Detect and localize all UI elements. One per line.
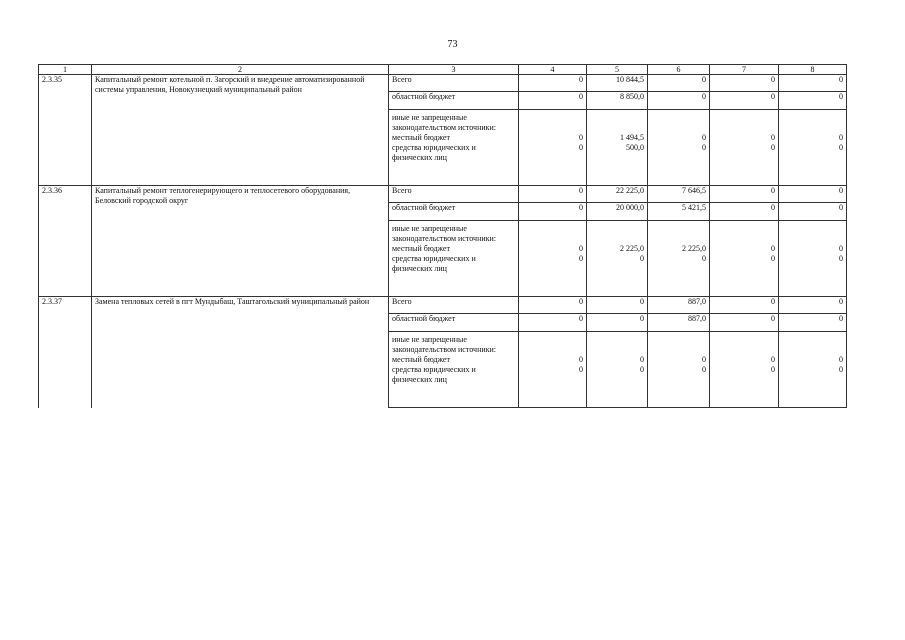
amount-cell: 0 [779,297,847,314]
item-name: Замена тепловых сетей в пгт Мундыбаш, Таштагольский муниципальный район [92,297,389,408]
amount-cell: 0 [710,143,779,186]
funding-source-label: Всего [389,186,519,203]
amount-cell: 0 [519,92,587,110]
funding-source-label: областной бюджет [389,92,519,110]
column-header: 4 [519,65,587,75]
amount-cell: 0 [587,254,648,297]
table-row [39,186,847,203]
amount-cell: 0 [648,365,710,408]
amount-cell: 0 [519,75,587,92]
item-code: 2.3.37 [39,297,92,408]
funding-source-label [389,332,519,366]
amount-cell: 0 [779,92,847,110]
amount-cell: 8 850,0 [587,92,648,110]
amount-cell: 0 [519,203,587,221]
amount-cell: 0 [779,75,847,92]
amount-cell: 0 [587,314,648,332]
amount-cell: 0 [519,110,587,144]
amount-cell: 0 [710,92,779,110]
amount-cell: 0 [779,254,847,297]
amount-cell: 500,0 [587,143,648,186]
amount-cell: 0 [519,297,587,314]
funding-source-label: средства юридических и физических лиц [389,365,519,408]
amount-cell: 0 [648,143,710,186]
column-header: 2 [92,65,389,75]
local-budget-label: местный бюджет [392,355,450,364]
amount-cell: 0 [710,221,779,255]
column-header: 8 [779,65,847,75]
amount-cell: 0 [779,203,847,221]
amount-cell: 0 [710,314,779,332]
other-sources-intro: иные не запрещенные законодательством источники: [392,224,497,243]
amount-cell: 10 844,5 [587,75,648,92]
amount-cell: 0 [710,365,779,408]
funding-source-label: средства юридических и физических лиц [389,143,519,186]
funding-source-label: Всего [389,297,519,314]
amount-cell: 0 [779,314,847,332]
amount-cell: 2 225,0 [587,221,648,255]
amount-cell: 0 [519,365,587,408]
amount-cell: 7 646,5 [648,186,710,203]
amount-cell: 0 [519,314,587,332]
funding-source-label: областной бюджет [389,314,519,332]
amount-cell: 0 [648,110,710,144]
amount-cell: 0 [519,254,587,297]
funding-source-label: областной бюджет [389,203,519,221]
amount-cell: 0 [779,221,847,255]
amount-cell: 0 [779,365,847,408]
amount-cell: 0 [648,254,710,297]
other-sources-intro: иные не запрещенные законодательством источники: [392,113,497,132]
column-header: 6 [648,65,710,75]
amount-cell: 0 [648,332,710,366]
amount-cell: 0 [779,332,847,366]
item-code: 2.3.36 [39,186,92,297]
amount-cell: 0 [587,365,648,408]
column-number-row [39,65,847,75]
funding-source-label: Всего [389,75,519,92]
amount-cell: 0 [710,75,779,92]
funding-source-label [389,221,519,255]
amount-cell: 0 [648,92,710,110]
column-header: 7 [710,65,779,75]
budget-table [38,64,847,408]
amount-cell: 0 [710,332,779,366]
amount-cell: 0 [519,221,587,255]
amount-cell: 0 [587,297,648,314]
amount-cell: 0 [519,143,587,186]
amount-cell: 0 [710,110,779,144]
amount-cell: 0 [710,297,779,314]
amount-cell: 0 [710,186,779,203]
amount-cell: 0 [648,75,710,92]
amount-cell: 887,0 [648,297,710,314]
funding-source-label: средства юридических и физических лиц [389,254,519,297]
table-row [39,297,847,314]
amount-cell: 22 225,0 [587,186,648,203]
amount-cell: 0 [519,186,587,203]
item-code: 2.3.35 [39,75,92,186]
amount-cell: 0 [710,203,779,221]
item-name: Капитальный ремонт котельной п. Загорский и внедрение автоматизированной системы управления, Новокузнецкий муниципальный район [92,75,389,186]
column-header: 5 [587,65,648,75]
amount-cell: 20 000,0 [587,203,648,221]
table-row [39,75,847,92]
amount-cell: 1 494,5 [587,110,648,144]
page-number: 73 [447,39,458,50]
amount-cell: 2 225,0 [648,221,710,255]
amount-cell: 0 [519,332,587,366]
budget-table-body [39,75,847,408]
column-header: 3 [389,65,519,75]
amount-cell: 887,0 [648,314,710,332]
item-name: Капитальный ремонт теплогенерирующего и теплосетевого оборудования, Беловский городской округ [92,186,389,297]
funding-source-label [389,110,519,144]
local-budget-label: местный бюджет [392,244,450,253]
other-sources-intro: иные не запрещенные законодательством источники: [392,335,497,354]
amount-cell: 0 [587,332,648,366]
amount-cell: 0 [779,186,847,203]
column-header: 1 [39,65,92,75]
amount-cell: 0 [779,143,847,186]
local-budget-label: местный бюджет [392,133,450,142]
amount-cell: 0 [779,110,847,144]
amount-cell: 0 [710,254,779,297]
amount-cell: 5 421,5 [648,203,710,221]
